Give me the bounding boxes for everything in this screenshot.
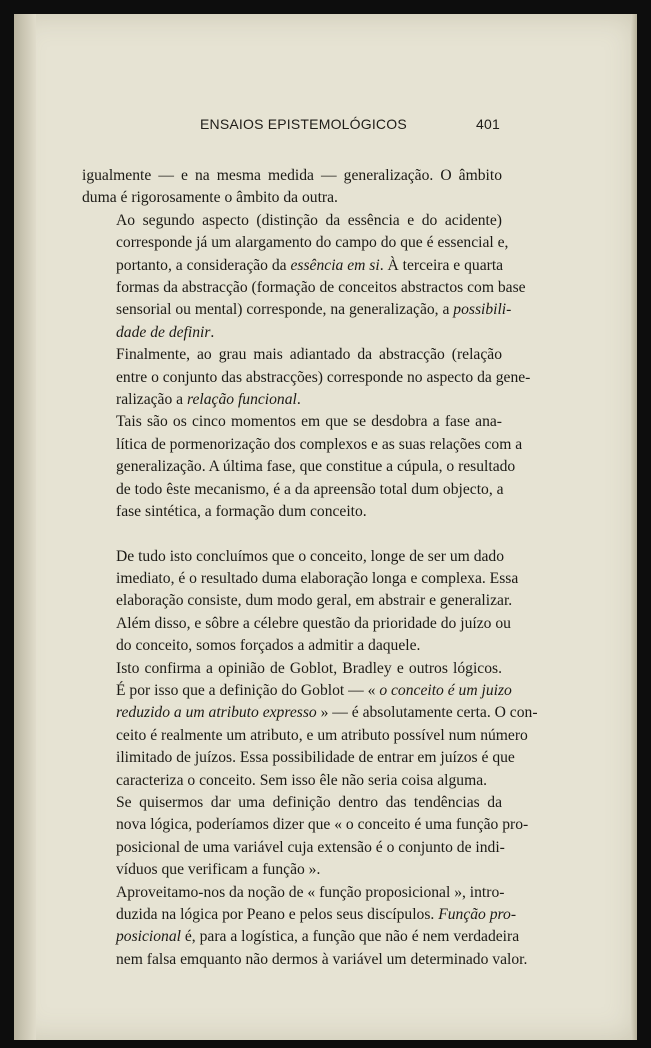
text-line: generalização. A última fase, que constitue a cúpula, o resultado	[116, 458, 516, 476]
text-line: elaboração consiste, dum modo geral, em abstrair e generalizar.	[116, 592, 513, 610]
text-line: Se quisermos dar uma definição dentro das tendências da	[116, 793, 502, 811]
italic-term: essência em si	[290, 256, 380, 274]
text-line: do conceito, somos forçados a admitir a daquele.	[116, 637, 421, 655]
text-line: Isto confirma a opinião de Goblot, Bradley e outros lógicos.	[116, 659, 502, 677]
text-line: de todo êste mecanismo, é a da apreensão total dum objecto, a	[116, 480, 504, 498]
text-line: portanto, a consideração da essência em si. À terceira e quarta	[116, 256, 504, 274]
text-line: igualmente — e na mesma medida — generalização. O âmbito	[82, 167, 502, 184]
text-line: duma é rigorosamente o âmbito da outra.	[82, 189, 338, 207]
italic-term: dade de definir	[116, 323, 211, 341]
text-line: víduos que verificam a função ».	[116, 861, 321, 879]
italic-term: possibili-	[453, 301, 512, 319]
body-text	[82, 165, 538, 971]
paragraph-8	[82, 882, 528, 972]
text-line: reduzido a um atributo expresso » — é absolutamente certa. O con-	[116, 704, 538, 722]
italic-term: relação funcional	[186, 391, 297, 409]
page-number: 401	[476, 116, 500, 132]
paragraph-5	[82, 546, 519, 658]
italic-term: posicional	[116, 928, 181, 946]
text-line: fase sintética, a formação dum conceito.	[116, 503, 367, 521]
text-line: Além disso, e sôbre a célebre questão da prioridade do juízo ou	[116, 614, 511, 632]
text-line: posicional de uma variável cuja extensão é o conjunto de indi-	[116, 838, 505, 856]
text-line: caracteriza o conceito. Sem isso êle não seria coisa alguma.	[116, 771, 488, 789]
italic-term: Função pro-	[438, 906, 517, 923]
text-line: Aproveitamo-nos da noção de « função proposicional », intro-	[116, 883, 505, 901]
text-line: sensorial ou mental) corresponde, na generalização, a possibili-	[116, 301, 512, 319]
text-line: duzida na lógica por Peano e pelos seus discípulos. Função pro-	[116, 906, 517, 923]
running-title: ENSAIOS EPISTEMOLÓGICOS	[200, 116, 407, 132]
page-gutter	[14, 14, 36, 1040]
book-page	[14, 14, 637, 1040]
text-line: De tudo isto concluímos que o conceito, longe de ser um dado	[116, 547, 505, 565]
text-line: nem falsa emquanto não dermos à variável um determinado valor.	[116, 950, 528, 968]
text-line: dade de definir.	[116, 323, 215, 341]
text-line: ceito é realmente um atributo, e um atributo possível num número	[116, 726, 528, 744]
text-line: formas da abstracção (formação de conceitos abstractos com base	[116, 279, 526, 297]
text-line: nova lógica, poderíamos dizer que « o conceito é uma função pro-	[116, 816, 529, 834]
text-line: entre o conjunto das abstracções) corresponde no aspecto da gene-	[116, 368, 531, 386]
italic-quote: reduzido a um atributo expresso	[116, 704, 317, 722]
text-line: posicional é, para a logística, a função que não é nem verdadeira	[116, 928, 520, 946]
text-line: Tais são os cinco momentos em que se desdobra a fase ana-	[116, 413, 502, 431]
paragraph-3	[82, 344, 531, 411]
text-line: ilimitado de juízos. Essa possibilidade de entrar em juízos é que	[116, 749, 515, 767]
paragraph-4	[82, 411, 523, 523]
text-line: lítica de pormenorização dos complexos e as suas relações com a	[116, 435, 523, 453]
italic-quote: o conceito é um juizo	[379, 681, 512, 699]
running-header	[200, 116, 500, 132]
paragraph-2	[82, 210, 526, 344]
text-line: corresponde já um alargamento do campo do que é essencial e,	[116, 234, 509, 252]
page-edge	[631, 14, 637, 1040]
text-line: Ao segundo aspecto (distinção da essência e do acidente)	[116, 211, 502, 229]
text-line: Finalmente, ao grau mais adiantado da abstracção (relação	[116, 346, 502, 364]
paragraph-1	[82, 165, 502, 210]
paragraph-6	[82, 658, 538, 792]
text-line: imediato, é o resultado duma elaboração longa e complexa. Essa	[116, 569, 519, 587]
text-line: ralização a relação funcional.	[116, 391, 301, 409]
paragraph-7	[82, 792, 529, 882]
text-line: É por isso que a definição do Goblot — « o conceito é um juizo	[116, 681, 512, 699]
